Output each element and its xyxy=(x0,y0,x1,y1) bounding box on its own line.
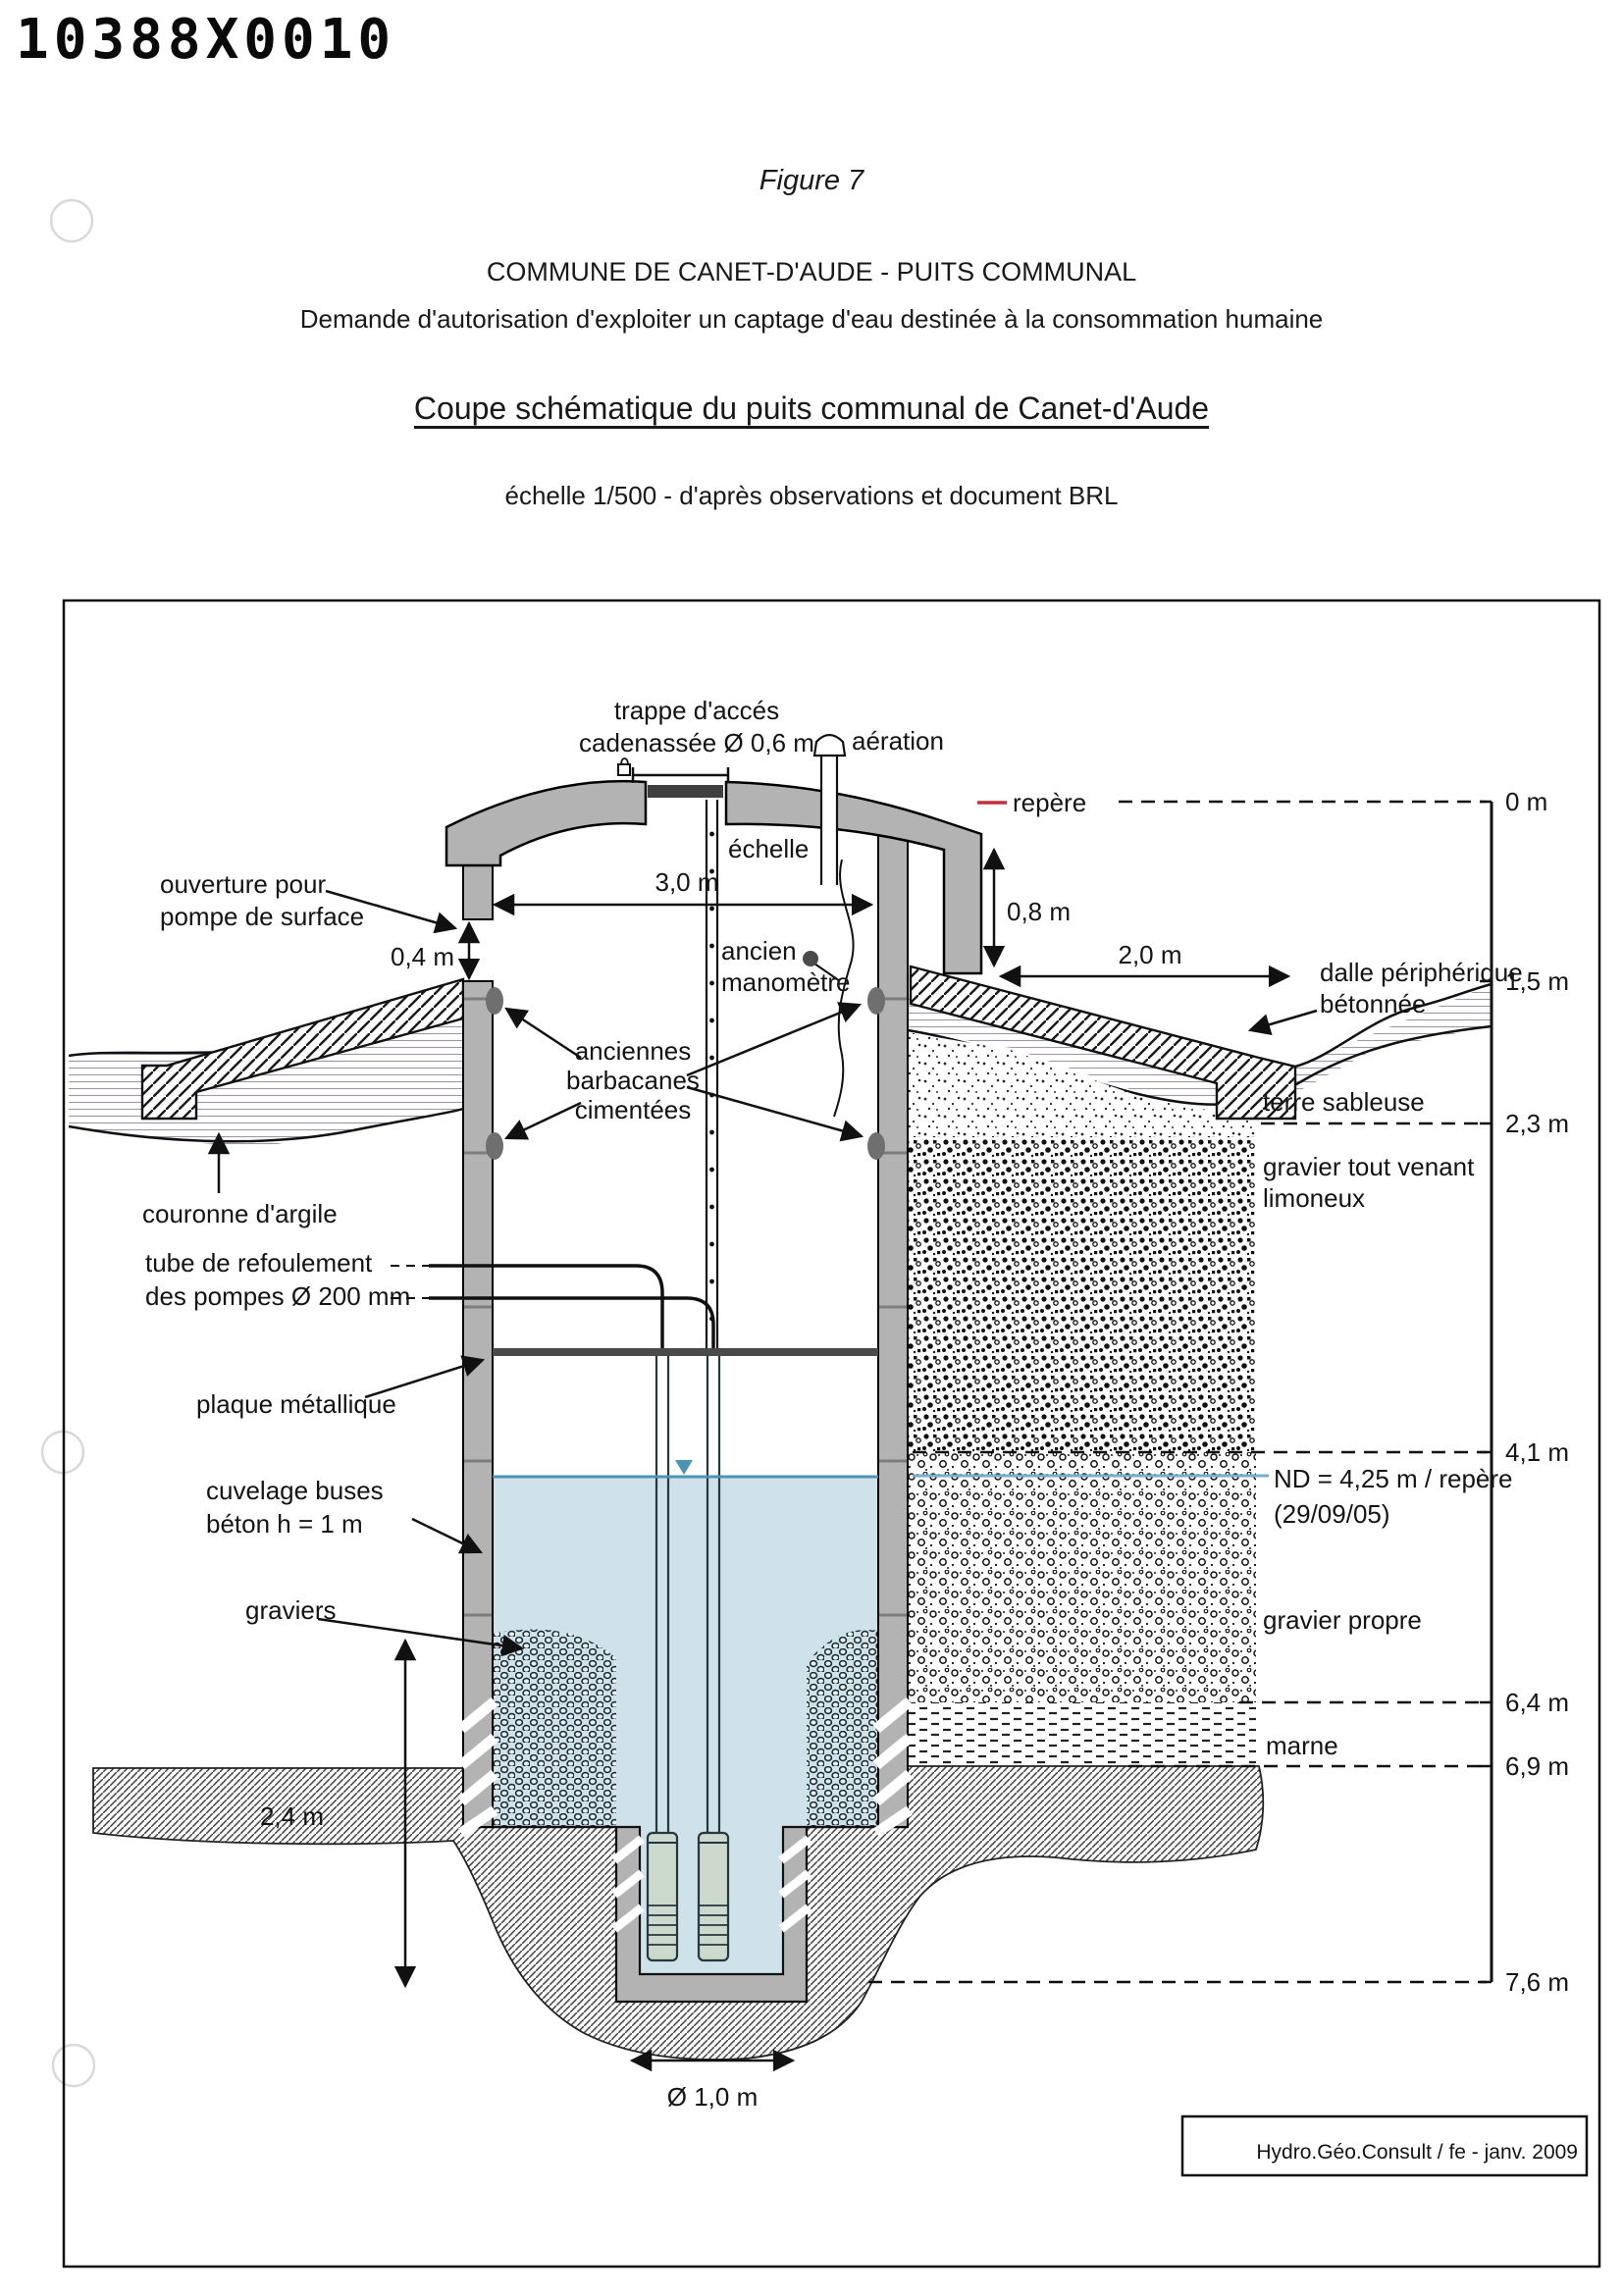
graviers-label: graviers xyxy=(245,1595,337,1625)
depth-label-5: 6,9 m xyxy=(1505,1751,1570,1781)
barbacane-arrow-1 xyxy=(506,1009,581,1058)
cuvelage-label-2: béton h = 1 m xyxy=(206,1509,363,1539)
gravel-mound-left xyxy=(493,1629,616,1827)
depth-label-3: 4,1 m xyxy=(1505,1437,1570,1467)
trappe-label-2: cadenassée Ø 0,6 m xyxy=(579,728,814,757)
dim-3m-label: 3,0 m xyxy=(654,867,719,897)
trappe-label-1: trappe d'accés xyxy=(613,696,780,725)
plaque-label: plaque métallique xyxy=(196,1389,396,1419)
padlock-icon xyxy=(618,758,630,775)
tube-label-2: des pompes Ø 200 mm xyxy=(145,1281,411,1311)
figure-number: Figure 7 xyxy=(759,165,864,196)
well-wall-right xyxy=(878,832,908,1827)
dim-1m-label: Ø 1,0 m xyxy=(666,2082,759,2112)
nd-label-2: (29/09/05) xyxy=(1274,1499,1390,1529)
dim-08m-label: 0,8 m xyxy=(1007,897,1072,926)
depth-label-1: 1,5 m xyxy=(1505,966,1570,996)
manometre-label-1: ancien xyxy=(721,936,797,965)
depth-label-4: 6,4 m xyxy=(1505,1688,1570,1717)
ladder-label: échelle xyxy=(728,834,810,863)
manometre-label-2: manomètre xyxy=(721,967,851,997)
aeration-label: aération xyxy=(852,726,944,756)
gravel-mound-right xyxy=(807,1630,878,1827)
depth-label-0: 0 m xyxy=(1505,787,1548,816)
water-level-marker xyxy=(675,1460,693,1475)
page-title: Coupe schématique du puits communal de Canet-d'Aude xyxy=(413,391,1210,426)
dim-04m-label: 0,4 m xyxy=(391,942,455,971)
credit-text: Hydro.Géo.Consult / fe - janv. 2009 xyxy=(1256,2141,1578,2164)
dome-left xyxy=(446,781,646,865)
barbacanes-label-2: barbacanes xyxy=(566,1066,700,1095)
heading-demande: Demande d'autorisation d'exploiter un captage d'eau destinée à la consommation humaine xyxy=(299,304,1324,334)
dalle-label-1: dalle périphérique xyxy=(1320,958,1523,987)
cuvelage-label-1: cuvelage buses xyxy=(206,1476,384,1505)
metal-plate xyxy=(493,1348,878,1356)
ouverture-label-2: pompe de surface xyxy=(160,902,365,931)
depth-label-6: 7,6 m xyxy=(1505,1967,1570,1997)
repere-label: repère xyxy=(1013,788,1087,817)
couronne-label: couronne d'argile xyxy=(142,1199,338,1228)
marne-label: marne xyxy=(1266,1731,1338,1760)
punch-hole-bottom xyxy=(53,2045,94,2086)
tube-label-1: tube de refoulement xyxy=(145,1248,373,1278)
manometer-bulb xyxy=(803,951,818,966)
well-wall-left-upper xyxy=(463,859,493,919)
gravier-tv-label-2: limoneux xyxy=(1263,1183,1366,1213)
scale-subtitle: échelle 1/500 - d'après observations et document BRL xyxy=(504,481,1119,510)
barbacane-arrow-3 xyxy=(687,1005,860,1075)
barbacanes-label-3: cimentées xyxy=(574,1095,692,1124)
dalle-arrow xyxy=(1250,1011,1317,1030)
dalle-label-2: bétonnée xyxy=(1320,989,1427,1018)
heading-commune: COMMUNE DE CANET-D'AUDE - PUITS COMMUNAL xyxy=(486,257,1137,287)
access-hatch xyxy=(648,785,723,798)
marne-dash-layer xyxy=(908,1702,1256,1766)
gravel-propre-layer xyxy=(908,1452,1256,1702)
ouverture-label-1: ouverture pour xyxy=(160,869,327,899)
gravier-tv-label-1: gravier tout venant xyxy=(1263,1152,1475,1181)
hatch-dimension xyxy=(633,767,728,783)
brgm-code: 10388X0010 xyxy=(16,8,396,72)
dim-2m-label: 2,0 m xyxy=(1118,940,1182,969)
terre-sableuse-label: terre sableuse xyxy=(1263,1087,1425,1117)
barbacanes-label-1: anciennes xyxy=(574,1036,692,1066)
punch-hole-top xyxy=(51,200,92,241)
gravier-propre-label: gravier propre xyxy=(1263,1605,1422,1635)
depth-label-2: 2,3 m xyxy=(1505,1109,1570,1138)
gravel-toutvenant-layer xyxy=(908,1136,1256,1452)
nd-label-1: ND = 4,25 m / repère xyxy=(1274,1464,1513,1493)
barbacane-arrow-2 xyxy=(506,1103,581,1138)
dim-24m-label: 2,4 m xyxy=(259,1801,324,1831)
